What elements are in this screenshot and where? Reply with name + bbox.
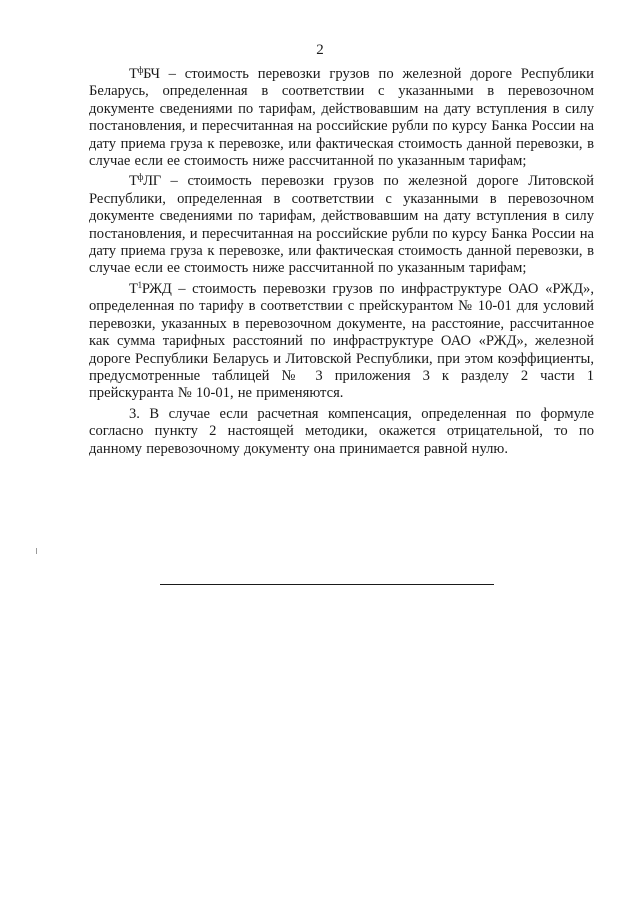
paragraph-item-3 [89, 406, 594, 458]
symbol-base: T [129, 173, 138, 190]
symbol-superscript: 1 [137, 279, 142, 290]
paragraph-tlg [89, 173, 594, 277]
formula-symbol [129, 281, 172, 297]
closing-rule [160, 584, 494, 585]
paragraph-tbch [89, 66, 594, 170]
symbol-subscript: БЧ [143, 66, 160, 82]
symbol-subscript: ЛГ [143, 173, 161, 190]
symbol-superscript: ф [137, 172, 144, 183]
paragraph-text: – стоимость перевозки грузов по инфраструктуре ОАО «РЖД», определенная по тарифу в соответствии с прейскурантом № 10-01 для условий перевозки, указанных в перевозочном документе, на расстояние, рассчитанное как сумма тарифных расстояний по инфраструктуре ОАО «РЖД», железной дороге Республики Беларусь и Литовской Республики, при этом коэффициенты, предусмотренные таблицей № 3 приложения 3 к разделу 2 части 1 прейскуранта № 10-01, не применяются. [89, 280, 594, 402]
scan-speck [36, 548, 37, 554]
symbol-base: T [129, 66, 138, 82]
formula-symbol [129, 173, 161, 189]
document-body [89, 66, 594, 461]
paragraph-text: 3. В случае если расчетная компенсация, определенная по формуле согласно пункту 2 настоящей методики, окажется отрицательной, то по данному перевозочному документу она принимается равной нулю. [89, 405, 594, 457]
formula-symbol [129, 66, 160, 82]
paragraph-text: – стоимость перевозки грузов по железной дороге Литовской Республики, определенная в соответствии с указанными в перевозочном документе сведениями по тарифам, действовавшим на дату вступления в силу постановления, и пересчитанная на российские рубли по курсу Банка России на дату приема груза к перевозке, или фактическая стоимость данной перевозки, в случае если ее стоимость ниже рассчитанной по указанным тарифам; [89, 173, 594, 277]
page-number: 2 [316, 42, 324, 58]
symbol-superscript: ф [137, 65, 144, 75]
symbol-subscript: РЖД [141, 280, 172, 297]
paragraph-text: – стоимость перевозки грузов по железной дороге Республики Беларусь, определенная в соответствии с указанными в перевозочном документе сведениями по тарифам, действовавшим на дату вступления в силу постановления, и пересчитанная на российские рубли по курсу Банка России на дату приема груза к перевозке, или фактическая стоимость данной перевозки, в случае если ее стоимость ниже рассчитанной по указанным тарифам; [89, 66, 594, 170]
paragraph-trzd [89, 281, 594, 403]
symbol-base: T [129, 280, 138, 297]
